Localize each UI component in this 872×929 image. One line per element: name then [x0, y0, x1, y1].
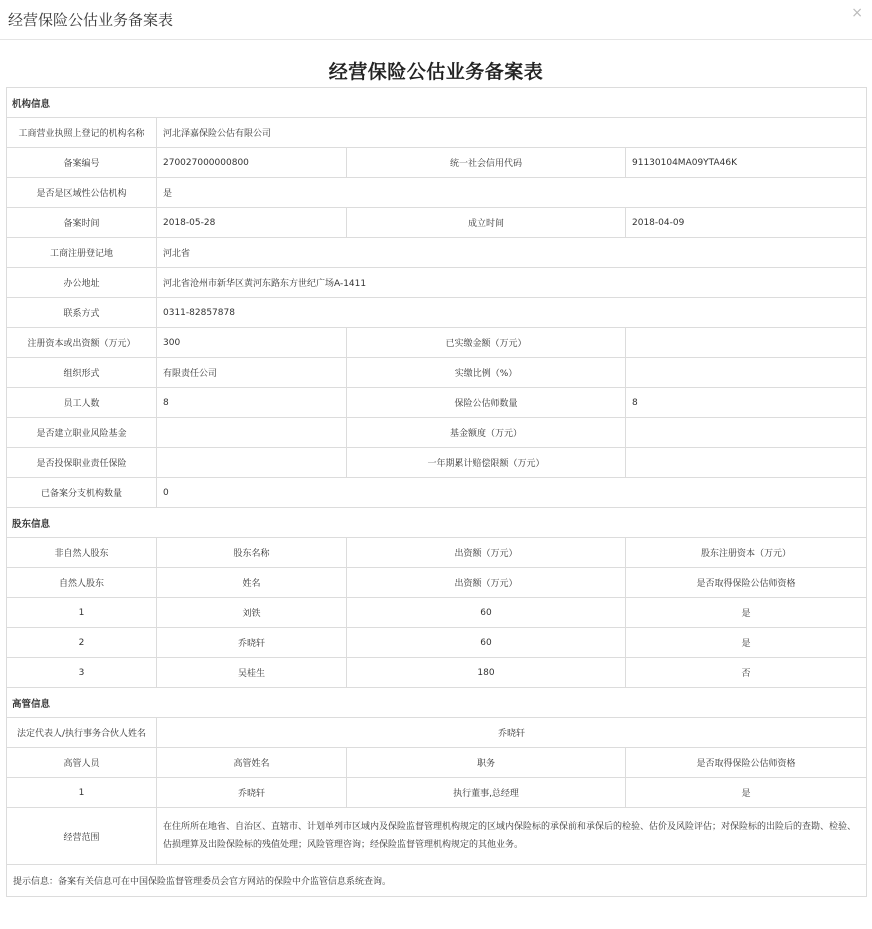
paid-value — [626, 328, 867, 358]
org-name-value: 河北泽嘉保险公估有限公司 — [157, 118, 867, 148]
record-time-value: 2018-05-28 — [157, 208, 347, 238]
table-row — [7, 358, 867, 388]
paid-ratio-label: 实缴比例（%） — [347, 358, 626, 388]
contact-value: 0311-82857878 — [157, 298, 867, 328]
shareholder-name: 乔晓轩 — [157, 628, 347, 658]
table-row — [7, 538, 867, 568]
table-row — [7, 718, 867, 748]
record-no-label: 备案编号 — [7, 148, 157, 178]
table-row — [7, 748, 867, 778]
table-row — [7, 448, 867, 478]
executive-header: 高管人员 — [7, 748, 157, 778]
shareholder-qualified: 否 — [626, 658, 867, 688]
org-form-label: 组织形式 — [7, 358, 157, 388]
notice-text: 提示信息：备案有关信息可在中国保险监督管理委员会官方网站的保险中介监管信息系统查询。 — [7, 865, 867, 897]
executive-qualified: 是 — [626, 778, 867, 808]
capital-label: 注册资本或出资额（万元） — [7, 328, 157, 358]
natural-name-header: 姓名 — [157, 568, 347, 598]
risk-fund-value — [157, 418, 347, 448]
limit-label: 一年期累计赔偿限额（万元） — [347, 448, 626, 478]
branches-value: 0 — [157, 478, 867, 508]
table-row — [7, 298, 867, 328]
executive-position: 执行董事,总经理 — [347, 778, 626, 808]
legal-shareholder-header: 非自然人股东 — [7, 538, 157, 568]
fund-amount-label: 基金额度（万元） — [347, 418, 626, 448]
regional-value: 是 — [157, 178, 867, 208]
shareholder-qualified: 是 — [626, 598, 867, 628]
scope-label: 经营范围 — [7, 808, 157, 865]
fund-amount-value — [626, 418, 867, 448]
table-row — [7, 238, 867, 268]
natural-qualification-header: 是否取得保险公估师资格 — [626, 568, 867, 598]
table-row — [7, 388, 867, 418]
reg-place-value: 河北省 — [157, 238, 867, 268]
section-executives: 高管信息 — [7, 688, 867, 718]
staff-value: 8 — [157, 388, 347, 418]
table-row — [7, 148, 867, 178]
dialog-title: 经营保险公估业务备案表 — [8, 11, 174, 29]
table-row — [7, 808, 867, 865]
table-row — [7, 658, 867, 688]
shareholder-name-header: 股东名称 — [157, 538, 347, 568]
shareholder-name: 刘铁 — [157, 598, 347, 628]
shareholder-capital-header: 股东注册资本（万元） — [626, 538, 867, 568]
page-title: 经营保险公估业务备案表 — [328, 61, 544, 83]
assessors-label: 保险公估师数量 — [347, 388, 626, 418]
executive-name: 乔晓轩 — [157, 778, 347, 808]
table-row — [7, 598, 867, 628]
shareholder-index: 3 — [7, 658, 157, 688]
table-row — [7, 628, 867, 658]
office-label: 办公地址 — [7, 268, 157, 298]
credit-code-label: 统一社会信用代码 — [347, 148, 626, 178]
liability-value — [157, 448, 347, 478]
shareholder-contribution: 60 — [347, 598, 626, 628]
founded-label: 成立时间 — [347, 208, 626, 238]
shareholder-index: 1 — [7, 598, 157, 628]
table-row — [7, 118, 867, 148]
liability-label: 是否投保职业责任保险 — [7, 448, 157, 478]
record-no-value: 270027000000800 — [157, 148, 347, 178]
contribution-header: 出资额（万元） — [347, 538, 626, 568]
branches-label: 已备案分支机构数量 — [7, 478, 157, 508]
paid-ratio-value — [626, 358, 867, 388]
limit-value — [626, 448, 867, 478]
org-name-label: 工商营业执照上登记的机构名称 — [7, 118, 157, 148]
assessors-value: 8 — [626, 388, 867, 418]
paid-label: 已实缴金额（万元） — [347, 328, 626, 358]
reg-place-label: 工商注册登记地 — [7, 238, 157, 268]
legal-rep-label: 法定代表人/执行事务合伙人姓名 — [7, 718, 157, 748]
legal-rep-value: 乔晓轩 — [157, 718, 867, 748]
table-row — [7, 568, 867, 598]
regional-label: 是否是区域性公估机构 — [7, 178, 157, 208]
shareholder-index: 2 — [7, 628, 157, 658]
staff-label: 员工人数 — [7, 388, 157, 418]
table-row — [7, 778, 867, 808]
shareholder-contribution: 180 — [347, 658, 626, 688]
table-row — [7, 865, 867, 897]
shareholder-qualified: 是 — [626, 628, 867, 658]
credit-code-value: 91130104MA09YTA46K — [626, 148, 867, 178]
record-time-label: 备案时间 — [7, 208, 157, 238]
natural-contribution-header: 出资额（万元） — [347, 568, 626, 598]
table-row — [7, 478, 867, 508]
executive-qualification-header: 是否取得保险公估师资格 — [626, 748, 867, 778]
office-value: 河北省沧州市新华区黄河东路东方世纪广场A-1411 — [157, 268, 867, 298]
section-org-info: 机构信息 — [7, 88, 867, 118]
section-shareholders: 股东信息 — [7, 508, 867, 538]
contact-label: 联系方式 — [7, 298, 157, 328]
dialog-header — [0, 0, 872, 40]
executive-name-header: 高管姓名 — [157, 748, 347, 778]
shareholder-name: 吴桂生 — [157, 658, 347, 688]
filing-table — [6, 87, 867, 897]
close-icon[interactable]: × — [851, 5, 863, 21]
capital-value: 300 — [157, 328, 347, 358]
position-header: 职务 — [347, 748, 626, 778]
founded-value: 2018-04-09 — [626, 208, 867, 238]
table-row — [7, 268, 867, 298]
table-row — [7, 208, 867, 238]
risk-fund-label: 是否建立职业风险基金 — [7, 418, 157, 448]
executive-index: 1 — [7, 778, 157, 808]
org-form-value: 有限责任公司 — [157, 358, 347, 388]
table-row — [7, 178, 867, 208]
table-row — [7, 418, 867, 448]
shareholder-contribution: 60 — [347, 628, 626, 658]
scope-value: 在住所所在地省、自治区、直辖市、计划单列市区域内及保险监督管理机构规定的区域内保险标的承保前和承保后的检验、估价及风险评估；对保险标的出险后的查勘、检验、估损理算及出险保险标的残值处理；风险管理咨询；经保险监督管理机构规定的其他业务。 — [157, 808, 867, 865]
table-row — [7, 328, 867, 358]
natural-shareholder-header: 自然人股东 — [7, 568, 157, 598]
